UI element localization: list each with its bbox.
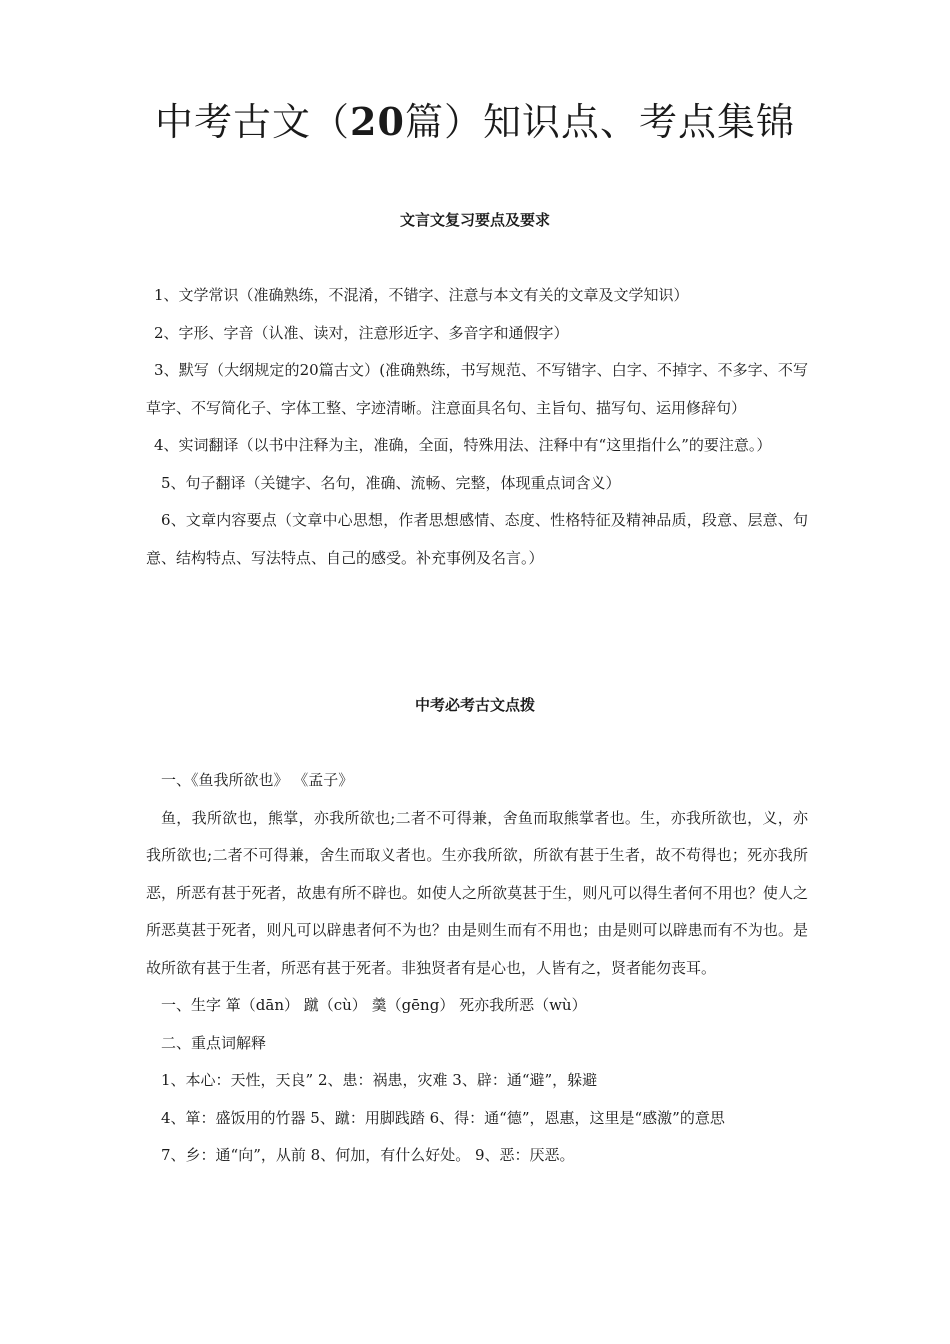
section-heading-exam-classics: 中考必考古文点拨 (414, 696, 535, 714)
key-words-heading: 二、重点词解释 (161, 1033, 267, 1052)
list-item: 2、字形、字音（认准、读对，注意形近字、多音字和通假字） (154, 323, 569, 342)
key-words-line: 1、本心：天性，天良” 2、患：祸患，灾难 3、辟：通“避”，躲避 (161, 1071, 598, 1089)
list-item: 4、实词翻译（以书中注释为主，准确，全面，特殊用法、注释中有“这里指什么”的要注意。） (154, 436, 772, 454)
title-suffix: 篇）知识点、考点集锦 (404, 100, 795, 144)
list-item: 3、默写（大纲规定的20篇古文）(准确熟练，书写规范、不写错字、白字、不掉字、不多字、不写草字、不写简化子、字体工整、字迹清晰。注意面具名句、主旨句、描写句、运用修辞句） (146, 361, 808, 417)
list-item: 5、句子翻译（关键字、名句，准确、流畅、完整，体现重点词含义） (161, 473, 621, 492)
title-number: 20 (350, 99, 405, 144)
lesson-one-block (146, 762, 808, 1175)
key-words-line: 7、乡：通“向”，从前 8、何加，有什么好处。 9、恶：厌恶。 (161, 1146, 575, 1164)
section-heading-review-points: 文言文复习要点及要求 (399, 211, 550, 229)
lesson-passage: 鱼，我所欲也，熊掌，亦我所欲也;二者不可得兼，舍鱼而取熊掌者也。生，亦我所欲也，义，亦我所欲也;二者不可得兼，舍生而取义者也。生亦我所欲，所欲有甚于生者，故不苟得也；死亦我所恶，所恶有甚于死者，故患有所不辟也。如使人之所欲莫甚于生，则凡可以得生者何不用也？使人之所恶莫甚于死者，则凡可以辟患者何不为也？由是则生而有不用也；由是则可以辟患而有不为也。是故所欲有甚于生者，所恶有甚于死者。非独贤者有是心也，人皆有之，贤者能勿丧耳。 (146, 808, 808, 977)
title-prefix: 中考古文（ (155, 100, 351, 144)
document-title (0, 96, 950, 148)
review-requirements-list (146, 277, 808, 577)
lesson-title: 一、《鱼我所欲也》 《孟子》 (161, 771, 354, 789)
key-words-line: 4、箪：盛饭用的竹器 5、蹴：用脚践踏 6、得：通“德”，恩惠，这里是“感激”的意思 (161, 1108, 725, 1127)
list-item: 6、文章内容要点（文章中心思想，作者思想感情、态度、性格特征及精神品质，段意、层意、句意、结构特点、写法特点、自己的感受。补充事例及名言。） (146, 511, 808, 567)
list-item: 1、文学常识（准确熟练，不混淆，不错字、注意与本文有关的文章及文学知识） (154, 286, 689, 304)
vocab-line: 一、生字 箪（dān） 蹴（cù） 羹（gēng） 死亦我所恶（wù） (161, 996, 587, 1014)
